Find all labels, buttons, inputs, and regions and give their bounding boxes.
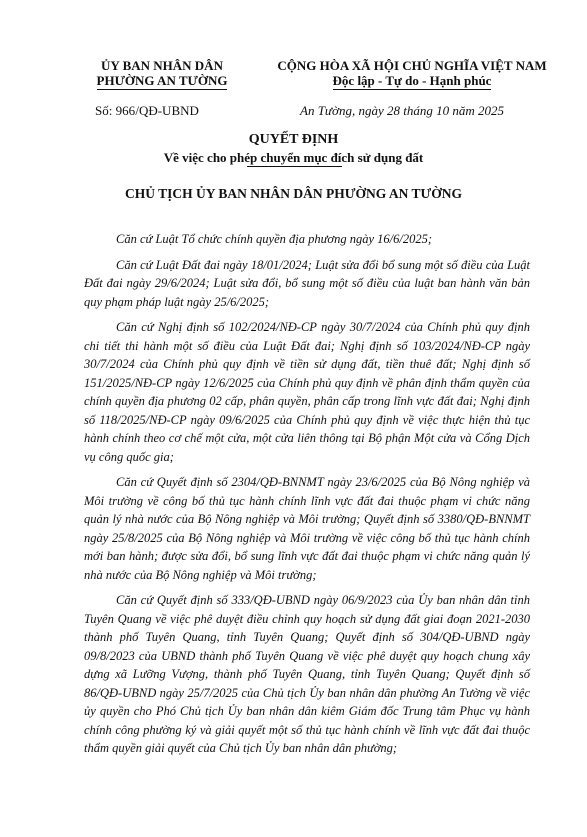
basis-paragraph: Căn cứ Quyết định số 2304/QĐ-BNNMT ngày 23/6/2025 của Bộ Nông nghiệp và Môi trường về công bố thủ tục hành chính lĩnh vực đất đai thuộc phạm vi chức năng quản lý nhà nước của Bộ Nông nghiệp và Môi trường; Quyết định số 3380/QĐ-BNNMT ngày 25/8/2025 của Bộ Nông nghiệp và Môi trường về việc công bố thủ tục hành chính mới ban hành; được sửa đổi, bổ sung lĩnh vực đất đai thuộc phạm vi chức năng quản lý nhà nước của Bộ Nông nghiệp và Môi trường;	[84, 475, 530, 582]
motto: Độc lập - Tự do - Hạnh phúc	[332, 73, 492, 88]
number-suffix: /QĐ-UBND	[135, 103, 199, 118]
basis-paragraph: Căn cứ Quyết định số 333/QĐ-UBND ngày 06/9/2023 của Ủy ban nhân dân tỉnh Tuyên Quang về việc phê duyệt điều chỉnh quy hoạch sử dụng đất giai đoạn 2021-2030 thành phố Tuyên Quang, tỉnh Tuyên Quang; Quyết định số 304/QĐ-UBND ngày 09/8/2023 của UBND thành phố Tuyên Quang về việc phê duyệt quy hoạch chung xây dựng xã Lưỡng Vượng, thành phố Tuyên Quang, tỉnh Tuyên Quang; Quyết định số 86/QĐ-UBND ngày 25/7/2025 của Chủ tịch Ủy ban nhân dân phường An Tường về việc ủy quyền cho Phó Chủ tịch Ủy ban nhân dân kiêm Giám đốc Trung tâm Phục vụ hành chính công phường ký và giải quyết một số thủ tục hành chính về lĩnh vực đất đai thuộc thẩm quyền giải quyết của Chủ tịch Ủy ban nhân dân phường;	[84, 593, 530, 755]
basis-paragraph: Căn cứ Luật Tổ chức chính quyền địa phương ngày 16/6/2025;	[116, 232, 432, 246]
issuing-agency	[62, 58, 262, 90]
basis-paragraph: Căn cứ Nghị định số 102/2024/NĐ-CP ngày 30/7/2024 của Chính phủ quy định chi tiết thi hành một số điều của Luật Đất đai; Nghị định số 103/2024/NĐ-CP ngày 30/7/2024 của Chính phủ quy định về tiền sử dụng đất, tiền thuê đất; Nghị định số 151/2025/NĐ-CP ngày 12/6/2025 của Chính phủ quy định về phân định thẩm quyền của chính quyền địa phương 02 cấp, phân quyền, phân cấp trong lĩnh vực đất đai; Nghị định số 118/2025/NĐ-CP ngày 09/6/2025 của Chính phủ quy định về việc thực hiện thủ tục hành chính theo cơ chế một cửa, một cửa liên thông tại Bộ phận Một cửa và Cổng Dịch vụ công quốc gia;	[84, 320, 530, 464]
legal-basis	[84, 230, 530, 765]
agency-line-1: ỦY BAN NHÂN DÂN	[101, 58, 223, 73]
basis-paragraph: Căn cứ Luật Đất đai ngày 18/01/2024; Luật sửa đổi bổ sung một số điều của Luật Đất đai ngày 29/6/2024; Luật sửa đổi, bổ sung một số điều của luật ban hành văn bản quy phạm pháp luật ngày 25/6/2025;	[84, 257, 530, 309]
number-value: 966	[115, 103, 136, 118]
national-motto	[262, 58, 562, 90]
subtitle-text: Về việc cho phép chuyển mục đích sử dụng đất	[163, 150, 424, 165]
document-subtitle	[0, 150, 587, 166]
document-number	[95, 103, 199, 119]
title-divider	[247, 166, 342, 167]
number-prefix: Số:	[95, 103, 113, 118]
issue-date: An Tường, ngày 28 tháng 10 năm 2025	[300, 103, 504, 118]
issuing-authority: CHỦ TỊCH ỦY BAN NHÂN DÂN PHƯỜNG AN TƯỜNG	[124, 186, 462, 201]
agency-line-2: PHƯỜNG AN TƯỜNG	[96, 73, 228, 88]
nation-name: CỘNG HÒA XÃ HỘI CHỦ NGHĨA VIỆT NAM	[277, 58, 547, 73]
document-title: QUYẾT ĐỊNH	[248, 132, 339, 147]
